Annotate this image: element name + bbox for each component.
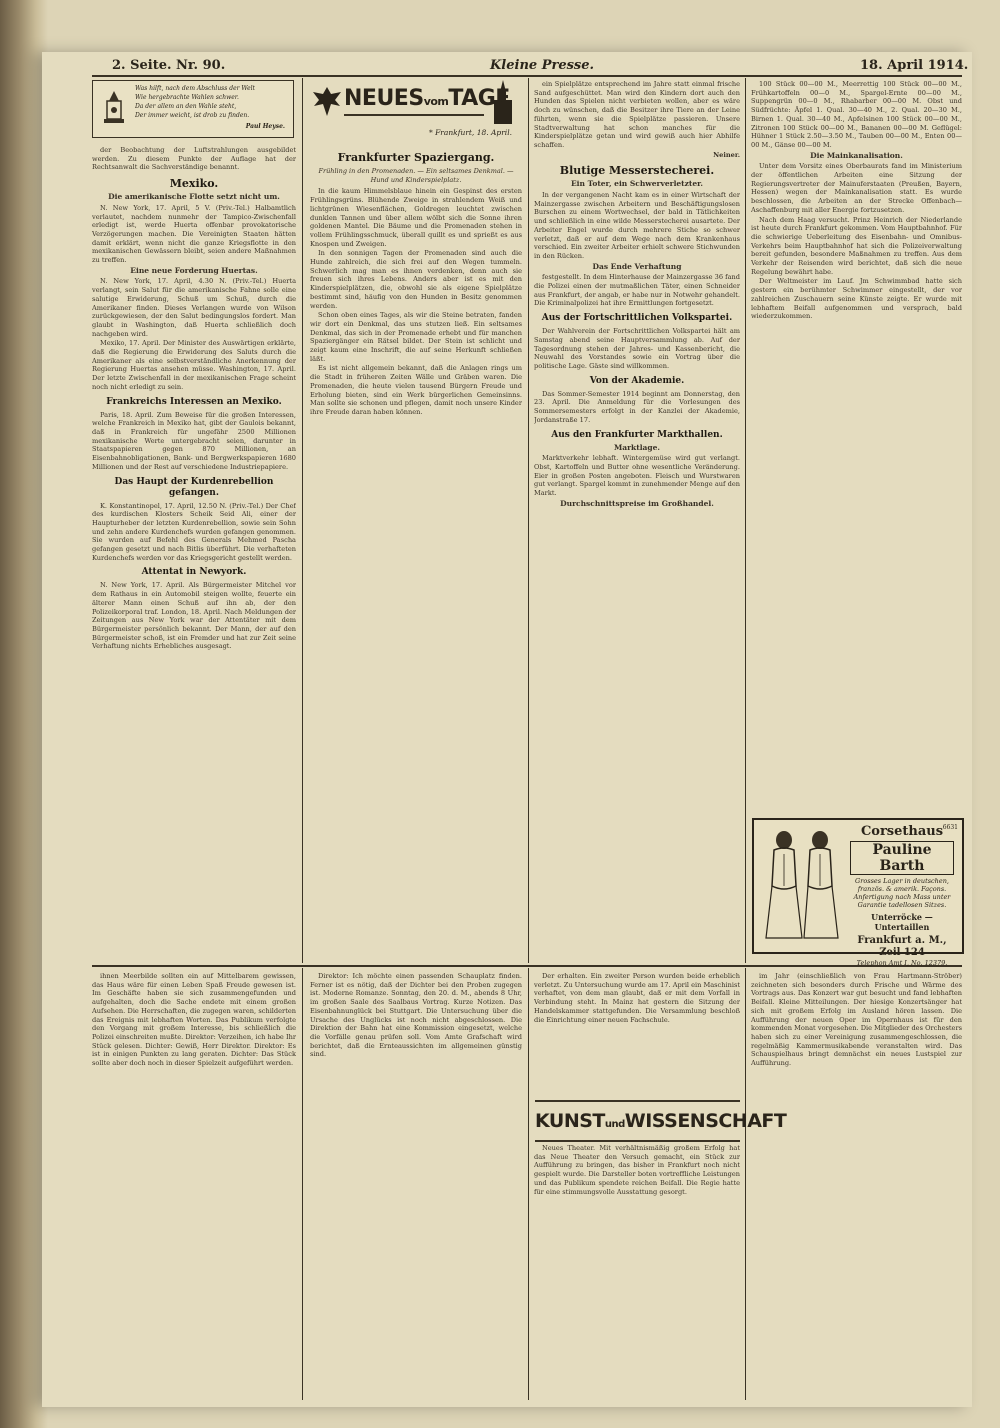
- column-2: [310, 146, 522, 961]
- subheadline: Marktlage.: [613, 442, 661, 452]
- paragraph: Direktor: Ich möchte einen passenden Schauplatz finden. Ferner ist es nötig, daß der Dichter bei den Proben zugegen ist. Moderne Romanze. Sonntag, den 20. d. M., abends 8 Uhr, im großen Saale des Saalbaus Vortrag. Kurze Notizen. Das Eisenbahnunglück bei Stuttgart. Die Untersuchung über die Ursache des Unglücks ist noch nicht abgeschlossen. Die Direktion der Bahn hat eine Kommission eingesetzt, welche die Vorfälle genau prüfen soll. Vom Amte Grafschaft wird berichtet, daß die Ernteaussichten im allgemeinen günstig sind.: [310, 972, 522, 1059]
- headline: Mexiko.: [169, 177, 219, 191]
- headline: Attentat in Newyork.: [141, 567, 247, 578]
- kunst-wissenschaft-banner: [535, 1100, 787, 1142]
- lower-column-3: [534, 972, 740, 1096]
- paragraph: Der Wahlverein der Fortschrittlichen Volkspartei hält am Samstag abend seine Hauptversammlung ab. Auf der Tagesordnung stehen der Jahres- und Kassenbericht, die Neuwahl des Vorstandes sowie ein Vortrag über die politische Lage. Gäste sind willkommen.: [534, 327, 740, 370]
- page-date: 18. April 1914.: [860, 58, 969, 73]
- headline: Aus der Fortschrittlichen Volkspartei.: [541, 313, 733, 324]
- lamp-icon: [99, 89, 129, 129]
- header-rule: [92, 75, 962, 77]
- subheadline: Die Mainkanalisation.: [810, 150, 903, 160]
- motto-box: [92, 80, 294, 138]
- motto-line: Da der allem an den Wahle steht,: [135, 103, 237, 110]
- banner-word: KUNST: [535, 1110, 605, 1132]
- paragraph: In den sonnigen Tagen der Promenaden sind auch die Hunde zahlreich, die sich frei auf den Wegen tummeln. Schwerlich mag man es ihnen verdenken, denn auch sie freuen sich ihres Lebens. Anders aber ist es mit den Kinderspielplätzen, die, obwohl sie als eigene Spielplätze bestimmt sind, häufig von den Hunden in Besitz genommen werden.: [310, 249, 522, 310]
- masthead-word: vom: [423, 95, 449, 108]
- masthead: [310, 80, 520, 140]
- headline: Blutige Messerstecherei.: [559, 164, 715, 178]
- paragraph: Mexiko, 17. April. Der Minister des Auswärtigen erklärte, daß die Regierung die Erwiderung des Saluts durch die Amerikaner als eine selbstverständliche Anerkennung der Regierung Huertas ansehen müsse. Washington, 17. April. Der letzte Zwischenfall in der mexikanischen Frage scheint noch nicht erledigt zu sein.: [92, 339, 296, 391]
- lower-column-1: [92, 972, 296, 1402]
- author-signature: Neiner.: [713, 150, 740, 159]
- paragraph: der Beobachtung der Luftstrahlungen ausgebildet werden. Zu diesem Punkte der Auflage hat der Rechtsanwalt die Sachverständige benannt.: [92, 146, 296, 172]
- book-spine: [0, 0, 48, 1428]
- column-rule: [302, 78, 303, 963]
- corset-figure-icon: [760, 826, 842, 944]
- banner-word: und: [604, 1119, 625, 1130]
- paragraph: Es ist nicht allgemein bekannt, daß die Anlagen rings um die Stadt in früheren Zeiten Wälle und Gräben waren. Die Promenaden, die heute vielen tausend Bürgern Freude und Erholung bieten, sind ein Werk bürgerlichen Gemeinsinns. Man sollte sie schonen und pflegen, damit noch unsere Kinder ihre Freude daran haben können.: [310, 364, 522, 416]
- paragraph: Der erhalten. Ein zweiter Person wurden beide erheblich verletzt. Zu Untersuchung wurde am 17. April ein Maschinist verhaftet, von dem man glaubt, daß er mit dem Vorfall in Verbindung steht. In Mainz hat gestern die Sitzung der Handelskammer stattgefunden. Die Versammlung beschloß die Einrichtung einer neuen Fachschule.: [534, 972, 740, 1024]
- paragraph: im Jahr (einschließlich von Frau Hartmann-Ströber) zeichneten sich besonders durch Frische und Wärme des Vortrags aus. Das Konzert war gut besucht und fand lebhaften Beifall. Kleine Mitteilungen. Der hiesige Konzertsänger hat sich mit großem Erfolg im Ausland hören lassen. Die Aufführung der neuen Oper im Opernhaus ist für den kommenden Monat vorgesehen. Die Mitglieder des Orchesters haben sich zu einer Vereinigung zusammengeschlossen, die regelmäßig Kammermusikabende veranstalten wird. Das Schauspielhaus bringt demnächst ein neues Lustspiel zur Aufführung.: [751, 972, 962, 1068]
- masthead-word: TAGE: [448, 86, 510, 111]
- ad-products: Unterröcke — Untertaillen: [871, 912, 933, 932]
- masthead-word: NEUES: [344, 86, 424, 111]
- ad-phone: Telephon Amt I, No. 12379.: [856, 959, 948, 967]
- paragraph: Neues Theater. Mit verhältnismäßig großem Erfolg hat das Neue Theater den Versuch gemacht, ein Stück zur Aufführung zu bringen, das bisher in Frankfurt noch nicht gespielt wurde. Die Darsteller boten vortreffliche Leistungen und das Publikum spendete reichen Beifall. Die Regie hatte für eine stimmungsvolle Ausstattung gesorgt.: [534, 1144, 740, 1196]
- ad-code: 6631: [942, 824, 958, 831]
- headline: Das Haupt der Kurdenrebellion gefangen.: [114, 476, 274, 498]
- lower-column-3b: [534, 1144, 740, 1402]
- subheadline: Durchschnittspreise im Großhandel.: [560, 498, 714, 508]
- column-rule: [745, 968, 746, 1400]
- paragraph: Marktverkehr lebhaft. Wintergemüse wird gut verlangt. Obst, Kartoffeln und Butter ohne wesentliche Veränderung. Eier in großen Posten angeboten. Fleisch und Wurstwaren gut verlangt. Spargel kommt in zunehmender Menge auf den Markt.: [534, 454, 740, 498]
- subheadline: Ein Toter, ein Schwerverletzter.: [570, 179, 704, 189]
- ad-address: Frankfurt a. M., Zeil 124: [857, 935, 947, 958]
- paragraph: In die kaum Himmelsblaue hinein ein Gespinst des ersten Frühlingsgrüns. Blühende Zweige in strahlendem Weiß und lichtgrünen Wiesenflächen, Goldregen leuchtet zwischen dunklen Tannen und über allem wölbt sich die Sonne ihren goldenen Mantel. Die Bäume und die Promenaden stehen in vollem Frühlingsschmuck, überall quillt es und sprießt es aus Knospen und Zweigen.: [310, 187, 522, 248]
- paragraph: 100 Stück 00—00 M., Meerrettig 100 Stück 00—00 M., Frühkartoffeln 00—0 M., Spargel-Ernte 00—00 M., Suppengrün 00—0 M., Rhabarber 00—00 M. Obst und Südfrüchte: Äpfel 1. Qual. 30—40 M., 2. Qual. 20—30 M., Birnen 1. Qual. 30—40 M., Apfelsinen 100 Stück 00—00 M., Zitronen 100 Stück 00—00 M., Bananen 00—00 M. Geflügel: Hühner 1 Stück 2.50—3.50 M., Tauben 00—00 M., Enten 00—00 M., Gänse 00—00 M.: [751, 80, 962, 149]
- corset-advertisement: [752, 818, 964, 967]
- eagle-icon: [310, 84, 344, 120]
- ad-title: Corsethaus: [860, 824, 944, 839]
- paragraph: Der Weltmeister im Lauf. Jm Schwimmbad hatte sich gestern ein berühmter Schwimmer eingestellt, der vor zahlreichen Zuschauern seine Künste zeigte. Er wurde mit lebhaftem Beifall aufgenommen und versprach, bald wiederzukommen.: [751, 277, 962, 321]
- ad-name: Pauline Barth: [850, 841, 954, 875]
- motto-line: Wie hergebrachte Wahlen schwer.: [135, 94, 239, 101]
- column-1: [92, 146, 296, 961]
- paragraph: Schon oben eines Tages, als wir die Steine betraten, fanden wir dort ein Denkmal, das uns stutzen ließ. Ein seltsames Denkmal, das sich in der Promenade erhebt und für manchen Spaziergänger ein Rätsel bildet. Der Stein ist schlicht und zeigt kaum eine Inschrift, die auf seine Herkunft schließen läßt.: [310, 311, 522, 363]
- column-rule: [528, 968, 529, 1400]
- lower-column-4: [751, 972, 962, 1402]
- column-rule: [528, 78, 529, 963]
- column-rule: [745, 78, 746, 963]
- motto-line: Was hilft, nach dem Abschluss der Welt: [135, 85, 255, 92]
- motto-line: Der immer weicht, ist drob zu finden.: [135, 112, 250, 119]
- paragraph: Paris, 18. April. Zum Beweise für die großen Interessen, welche Frankreich in Mexiko hat, gibt der Gaulois bekannt, daß in Frankreich für ungefähr 2500 Millionen mexikanische Werte untergebracht seien, darunter in Staatspapieren gegen 870 Millionen, an Eisenbahnobligationen, Bank- und Bergwerkspapieren 1680 Millionen und der Rest auf verschiedene Industriepapiere.: [92, 410, 296, 471]
- headline: Frankfurter Spaziergang.: [337, 151, 495, 164]
- subheadline: Das Ende Verhaftung: [592, 261, 682, 271]
- column-3: [534, 80, 740, 961]
- motto-author: Paul Heyse.: [245, 123, 285, 130]
- paragraph: Unter dem Vorsitz eines Oberbaurats fand im Ministerium der öffentlichen Arbeiten eine Sitzung der Regierungsvertreter der Mainuferstaaten (Preußen, Bayern, Hessen) wegen der Mainkanalisation statt. Es wurde beschlossen, die Arbeiten an der Strecke Offenbach—Aschaffenburg mit aller Energie fortzusetzen.: [751, 162, 962, 214]
- paragraph: In der vergangenen Nacht kam es in einer Wirtschaft der Mainzergasse zwischen Arbeitern und Beschäftigungslosen Burschen zu einem Wortwechsel, der bald in Tätlichkeiten und schließlich in eine wilde Messerstecherei ausartete. Der Arbeiter Engel wurde durch mehrere Stiche so schwer verletzt, daß er auf dem Wege nach dem Krankenhaus verschied. Ein zweiter Arbeiter erhielt schwere Stichwunden in den Rücken.: [534, 191, 740, 260]
- headline: Frankreichs Interessen an Mexiko.: [106, 396, 282, 407]
- ad-text: [846, 824, 958, 967]
- headline: Von der Akademie.: [589, 375, 685, 386]
- subheadline: Eine neue Forderung Huertas.: [130, 265, 258, 275]
- dateline: * Frankfurt, 18. April.: [428, 128, 512, 137]
- paragraph: festgestellt. In dem Hinterhause der Mainzergasse 36 fand die Polizei einen der mutmaßlichen Täter, einen Schneider aus Frankfurt, der angab, er habe nur in Notwehr gehandelt. Die Kriminalpolizei hat ihre Ermittlungen fortgesetzt.: [534, 273, 740, 308]
- subheadline: Die amerikanische Flotte setzt nicht um.: [108, 192, 280, 202]
- section-rule: [92, 965, 962, 967]
- ad-description: Grosses Lager in deutschen, französ. & amerik. Façons. Anfertigung nach Mass unter Garantie tadellosen Sitzes.: [853, 877, 951, 909]
- paragraph: Das Sommer-Semester 1914 beginnt am Donnerstag, den 23. April. Die Anmeldung für die Vorlesungen des Sommersemesters erfolgt in der Kanzlei der Akademie, Jordanstraße 17.: [534, 389, 740, 424]
- paragraph: N. New York, 17. April. Als Bürgermeister Mitchel vor dem Rathaus in ein Automobil steigen wollte, feuerte ein älterer Mann einen Schuß auf ihn ab, der den Polizeikorporal traf. London, 18. April. Nach Meldungen der Zeitungen aus New York war der Attentäter mit dem Bürgermeister persönlich bekannt. Der Mann, der auf den Bürgermeister schoß, ist ein Fremder und hat zur Zeit seine Verhaftung nichts Erhebliches ausgesagt.: [92, 581, 296, 651]
- page-number: 2. Seite. Nr. 90.: [112, 58, 226, 73]
- banner-word: WISSENSCHAFT: [624, 1110, 787, 1132]
- paragraph: Nach dem Haag versucht. Prinz Heinrich der Niederlande ist heute durch Frankfurt gekommen. Vom Hauptbahnhof. Für die schwierige Ueberleitung des Eisenbahn- und Omnibus-Verkehrs beim Hauptbahnhof hat sich die Polizeiverwaltung bereit gefunden, besondere Maßnahmen zu treffen. Aus dem Verkehr der Reisenden wird berichtet, daß sich die neue Regelung bewährt habe.: [751, 215, 962, 276]
- masthead-title: [344, 86, 510, 115]
- paragraph: K. Konstantinopel, 17. April, 12.50 N. (Priv.-Tel.) Der Chef des kurdischen Klosters Scheik Seid Ali, einer der Haupturheber der letzten Kurdenrebellion, sowie sein Sohn und zehn andere Kurdenchefs wurden gefangen genommen. Sie wurden auf Befehl des Generals Mehmed Pascha gefangen gesetzt und nach Bitlis überführt. Die verhafteten Kurdenchefs werden vor das Kriegsgericht gestellt werden.: [92, 501, 296, 562]
- subheadline: Frühling in den Promenaden. — Ein seltsames Denkmal. — Hund und Kinderspielplatz.: [318, 167, 514, 184]
- headline: Aus den Frankfurter Markthallen.: [551, 429, 723, 440]
- paragraph: ein Spielplätze entsprechend im Jahre statt einmal frische Sand aufgeschüttet. Man wird den Kindern dort auch den Hunden das Spielen nicht verbieten wollen, aber es wäre doch zu wünschen, daß die Besitzer ihre Tiere an der Leine führten, wenn sie die Spielplätze passieren. Unsere Stadtverwaltung hat schon manches für die Kinderspielplätze getan und wird gewiß auch hier Abhilfe schaffen.: [534, 80, 740, 149]
- column-4: [751, 80, 962, 814]
- paragraph: N. New York, 17. April, 4.30 N. (Priv.-Tel.) Huerta verlangt, sein Salut für die amerikanische Fahne solle eine salutige Erwiderung, Schuß um Schuß, durch die Amerikaner finden. Dieses Verlangen wurde von Wilson zurückgewiesen, der den Salut bedingungslos fordert. Man glaubt in Washington, daß Huerta schließlich doch nachgeben wird.: [92, 277, 296, 338]
- column-rule: [302, 968, 303, 1400]
- paper-name: Kleine Presse.: [490, 58, 595, 73]
- masthead-rule: [344, 114, 484, 116]
- paragraph: N. New York, 17. April, 5 V. (Priv.-Tel.) Halbamtlich verlautet, nachdem nunmehr der Tampico-Zwischenfall erledigt ist, werde Huerta offenbar provokatorische Verzögerungen machen. Die Vereinigten Staaten hätten damit erklärt, wenn nicht die ganze Kriegsflotte in den mexikanischen Gewässern bleibt, seien andere Maßnahmen zu treffen.: [92, 203, 296, 265]
- paragraph: ihnen Meerbilde sollten ein auf Mittelbarem gewissen, das Haus wäre für einen Leben Spaß Freude gewesen ist. Im Geschäfte haben sie sich zusammengefunden und aufgehalten, doch die Sache endete mit einem großen Aufsehen. Die Herrschaften, die zugegen waren, schilderten das Ereignis mit lebhaften Worten. Das Publikum verfolgte den Vorgang mit großem Interesse, bis schließlich die Polizei einschreiten mußte. Direktor: Verzeihen, ich habe Ihr Stück gelesen. Dichter: Gewiß, Herr Direktor. Direktor: Es ist in einigen Punkten zu lang geraten. Dichter: Das Stück sollte aber doch noch in dieser Spielzeit aufgeführt werden.: [92, 972, 296, 1068]
- lower-column-2: [310, 972, 522, 1402]
